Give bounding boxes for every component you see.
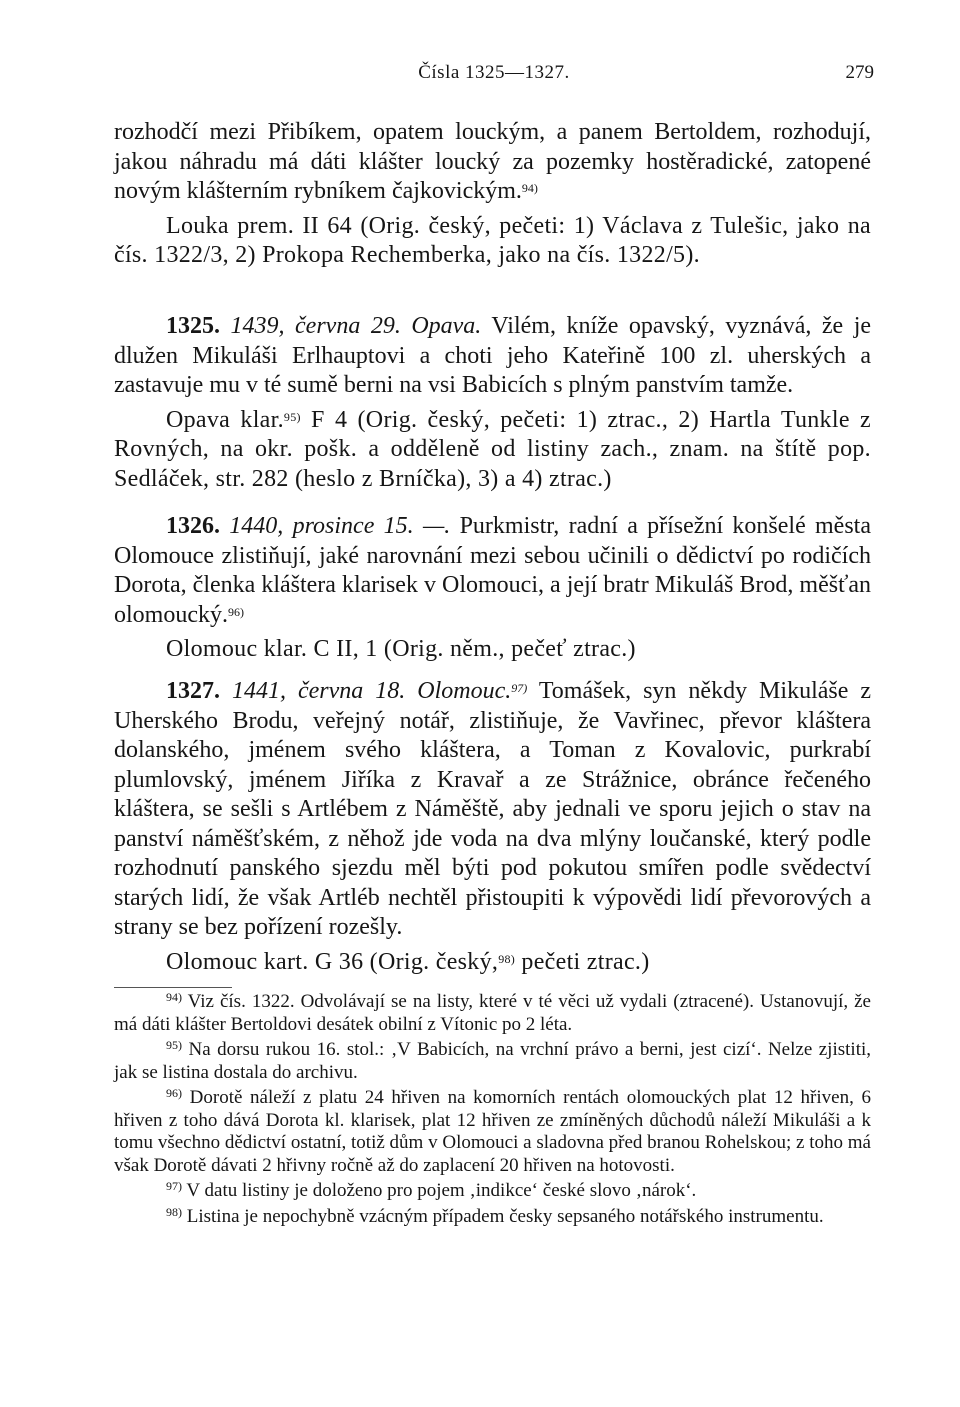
footnote-mark: 98) xyxy=(166,1204,182,1219)
footnote-ref-98: 98) xyxy=(498,951,516,966)
footnote-text: Dorotě náleží z platu 24 hřiven na komorních rentách olomouckých plat 12 hřiven, 6 hřiven z toho dává Dorota kl. klarisek, plat 12 hřiven ze zmíněných důchodů náleží Mikuláši a k tomu všechno dědictví ostatní, totiž dům v Olomouci a sladovna před branou Rohelskou; z toho má však Dorotě dávati 2 hřivny ročně až do zaplacení 20 hřiven na hotovosti. xyxy=(114,1087,871,1176)
archival-note: Olomouc klar. C II, 1 (Orig. něm., pečeť ztrac.) xyxy=(166,636,636,662)
footnote-98 xyxy=(114,1206,871,1229)
entry-regest xyxy=(114,312,871,401)
footnote-mark: 97) xyxy=(166,1179,182,1193)
footnote-96 xyxy=(114,1087,871,1177)
entry-1326 xyxy=(114,512,871,665)
footnote-95 xyxy=(114,1039,871,1084)
archival-note xyxy=(114,406,871,495)
running-header xyxy=(114,62,874,92)
entry-1327 xyxy=(114,677,871,977)
running-title: Čísla 1325—1327. xyxy=(418,62,570,83)
entry-date xyxy=(232,678,527,704)
entry-regest xyxy=(114,677,871,943)
entry-text: Tomášek, syn někdy Mikuláše z Uherského Brodu, veřejný notář, zlistiňuje, že Vavřinec, převor kláštera dolanského, jménem svého kláštera, a Toman z Kovalovic, purkrabí plumlovský, jménem Jiříka z Kravař a ze Strážnice, obránce řečeného kláštera, se sešli s Artlébem z Náměště, aby jednali ve sporu jejich o stav na panství náměšťském, z něhož jde voda na dva mlýny loučanské, který podle rozhodnutí panského sjezdu měl býti pod pokutou smířen podle svědectví starých lidí, že však Artléb nechtěl přistoupiti k výpovědi lidí převorových a strany se bez pořízení rozešly. xyxy=(114,678,872,940)
continuation-text xyxy=(114,118,871,207)
entry-continuation xyxy=(114,118,871,271)
footnote-97 xyxy=(114,1180,871,1203)
footnote-text: Viz čís. 1322. Odvolávají se na listy, které v té věci už vydali (ztracené). Ustanovují, že má dáti klášter Bertoldovi desátek obilní z Vítonic po 2 léta. xyxy=(114,991,871,1035)
footnote-mark: 94) xyxy=(166,990,182,1004)
footnote-text: Na dorsu rukou 16. stol.: ‚V Babicích, na vrchní právo a berni, jest cizí‘. Nelze zjistiti, jak se listina dostala do archivu. xyxy=(114,1039,871,1083)
entry-date: 1439, června 29. Opava. xyxy=(230,313,482,339)
archival-note-part: Olomouc kart. G 36 (Orig. český, xyxy=(166,948,499,975)
footnote-text: Listina je nepochybně vzácným případem česky sepsaného notářského instrumentu. xyxy=(182,1205,824,1227)
entry-number: 1325. xyxy=(166,313,220,339)
archival-note-part: F 4 (Orig. český, pečeti: 1) ztrac., 2) Hartla Tunkle z Rovných, na okr. pošk. a odděleně od listiny zach., znam. na štítě pop. Sedláček, str. 282 (heslo z Brníčka), 3) a 4) ztrac.) xyxy=(114,406,871,492)
entry-number: 1327. xyxy=(166,678,220,704)
continuation-body: rozhodčí mezi Přibíkem, opatem louckým, a panem Bertoldem, rozhodují, jakou náhradu má dáti klášter loucký za pozemky hostěradické, zatopené novým klášterním rybníkem čajkovickým. xyxy=(114,119,871,204)
footnote-mark: 95) xyxy=(166,1038,182,1052)
footnote-mark: 96) xyxy=(166,1086,182,1100)
entry-regest xyxy=(114,512,871,630)
footnote-separator xyxy=(114,987,232,988)
footnote-ref-94: 94) xyxy=(521,181,538,195)
archival-note-part: Opava klar. xyxy=(166,406,284,433)
archival-note xyxy=(114,948,871,978)
entry-date-text: 1441, června 18. Olomouc. xyxy=(232,678,512,704)
entry-number: 1326. xyxy=(166,513,220,539)
entry-text: Purkmistr, radní a přísežní konšelé města Olomouce zlistiňují, jaké narovnání mezi sebou učinili o dědictví po rodičích Dorota, členka kláštera klarisek v Olomouci, a její bratr Mikuláš Brod, měšťan olomoucký. xyxy=(114,513,871,628)
entry-date: 1440, prosince 15. —. xyxy=(229,513,451,539)
footnote-ref-96: 96) xyxy=(228,604,244,619)
archival-note-part: pečeti ztrac.) xyxy=(515,948,650,975)
footnote-ref-97: 97) xyxy=(511,681,528,695)
footnote-94 xyxy=(114,991,871,1036)
footnote-ref-95: 95) xyxy=(283,409,301,424)
entry-text: Vilém, kníže opavský, vyznává, že je dlužen Mikuláši Erlhauptovi a choti jeho Kateřině 100 zl. uherských a zastavuje mu v té sumě berni na vsi Babicích s plným panstvím tamže. xyxy=(114,313,872,398)
entry-1325 xyxy=(114,312,871,494)
footnotes xyxy=(114,991,871,1231)
page-number: 279 xyxy=(845,62,874,83)
footnote-text: V datu listiny je doloženo pro pojem ‚indikce‘ české slovo ‚nárok‘. xyxy=(182,1180,697,1201)
archival-note: Louka prem. II 64 (Orig. český, pečeti: 1) Václava z Tulešic, jako na čís. 1322/3, 2) Prokopa Rechemberka, jako na čís. 1322/5). xyxy=(114,212,871,268)
